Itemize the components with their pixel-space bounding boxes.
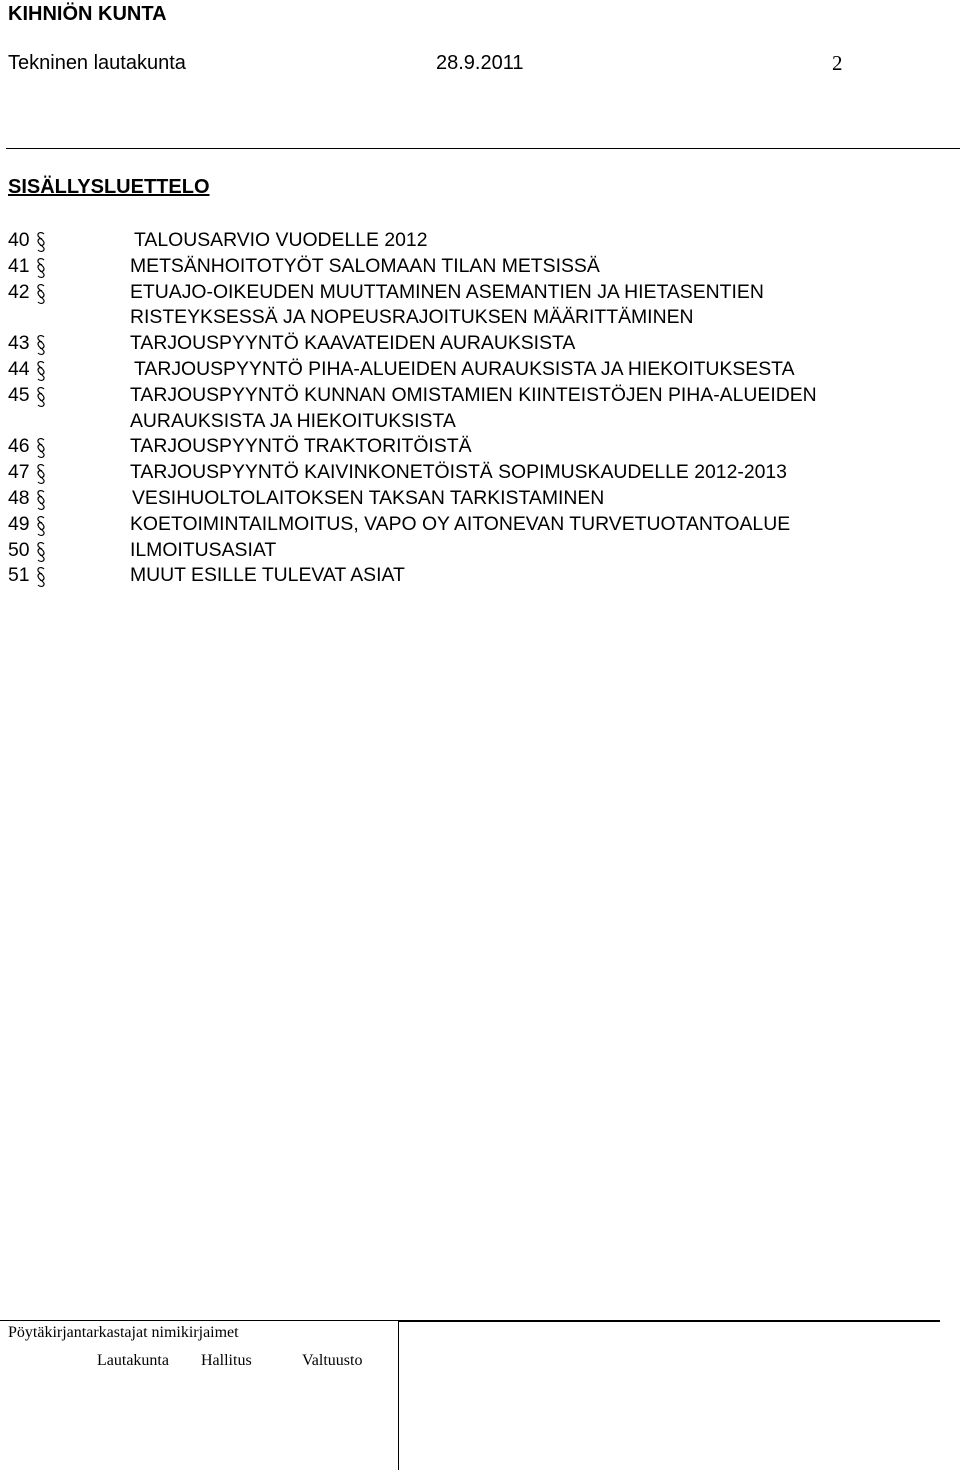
item-title: TARJOUSPYYNTÖ KAIVINKONETÖISTÄ SOPIMUSKAUDELLE 2012-2013 [130,461,787,484]
section-sign-icon [36,566,46,588]
item-title: VESIHUOLTOLAITOKSEN TAKSAN TARKISTAMINEN [132,486,605,509]
toc-list [0,227,960,588]
organization-name: KIHNIÖN KUNTA [8,3,167,25]
section-sign-icon [36,463,46,485]
footer-col-hallitus: Hallitus [201,1352,252,1369]
section-sign-icon [36,515,46,537]
item-number: 44 [8,357,30,380]
item-number: 40 [8,229,30,251]
item-title: KOETOIMINTAILMOITUS, VAPO OY AITONEVAN TURVETUOTANTOALUE [130,512,791,535]
item-number: 49 [8,512,30,535]
section-sign-icon [36,360,46,382]
item-number: 51 [8,564,30,587]
item-title: METSÄNHOITOTYÖT SALOMAAN TILAN METSISSÄ [130,254,600,277]
item-title: TARJOUSPYYNTÖ KAAVATEIDEN AURAUKSISTA [130,332,576,355]
item-number: 47 [8,461,30,484]
toc-item [0,279,960,331]
section-sign-icon [36,231,46,253]
item-number: 50 [8,538,30,561]
item-title: TALOUSARVIO VUODELLE 2012 [134,229,428,251]
section-sign-icon [36,437,46,459]
footer-label: Pöytäkirjantarkastajat nimikirjaimet [8,1324,239,1341]
section-sign-icon [36,334,46,356]
footer-initials-box [0,1320,399,1470]
toc-item [0,459,960,485]
toc-title: SISÄLLYSLUETTELO [8,176,210,198]
section-sign-icon [36,283,46,305]
item-number: 42 [8,280,30,303]
item-number: 48 [8,486,30,509]
section-sign-icon [36,541,46,563]
toc-item [0,330,960,356]
toc-item [0,562,960,588]
item-title: ILMOITUSASIAT [130,538,277,561]
section-sign-icon [36,386,46,408]
header-divider [6,148,960,149]
item-title: TARJOUSPYYNTÖ KUNNAN OMISTAMIEN KIINTEISTÖJEN PIHA-ALUEIDEN [130,383,817,406]
footer-col-lautakunta: Lautakunta [97,1352,169,1369]
meeting-date: 28.9.2011 [436,52,524,74]
toc-item [0,511,960,537]
toc-item [0,227,960,253]
item-title: TARJOUSPYYNTÖ TRAKTORITÖISTÄ [130,435,472,458]
item-title: MUUT ESILLE TULEVAT ASIAT [130,564,405,587]
section-sign-icon [36,489,46,511]
toc-item [0,433,960,459]
footer-rule [399,1320,940,1322]
toc-item [0,537,960,563]
toc-item [0,356,960,382]
item-title-continued: AURAUKSISTA JA HIEKOITUKSISTA [130,409,456,432]
toc-item [0,253,960,279]
footer-col-valtuusto: Valtuusto [302,1352,363,1369]
item-title: TARJOUSPYYNTÖ PIHA-ALUEIDEN AURAUKSISTA JA HIEKOITUKSESTA [134,357,795,380]
section-sign-icon [36,257,46,279]
item-title-continued: RISTEYKSESSÄ JA NOPEUSRAJOITUKSEN MÄÄRITTÄMINEN [130,306,694,329]
board-name: Tekninen lautakunta [8,52,186,74]
page-number: 2 [832,51,843,75]
toc-item [0,382,960,434]
item-number: 46 [8,435,30,458]
item-number: 45 [8,383,30,406]
toc-item [0,485,960,511]
item-number: 41 [8,254,30,277]
item-title: ETUAJO-OIKEUDEN MUUTTAMINEN ASEMANTIEN JA HIETASENTIEN [130,280,764,303]
item-number: 43 [8,332,30,355]
